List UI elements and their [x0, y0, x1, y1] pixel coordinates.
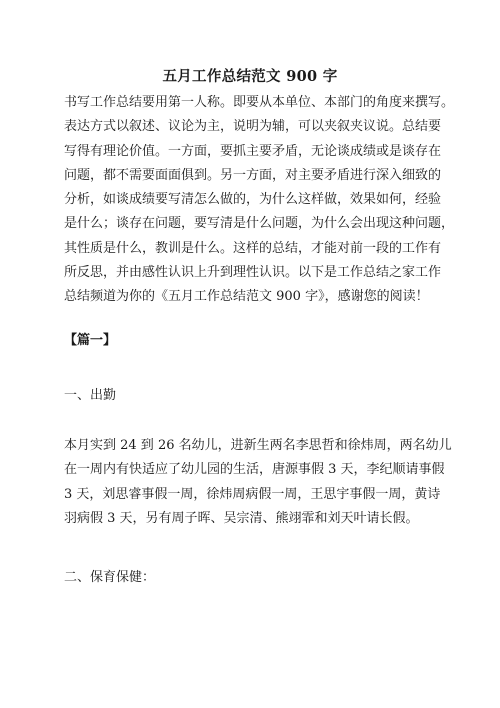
section-tag: 【篇一】 — [64, 333, 117, 348]
intro-line: 分析，如谈成绩要写清怎么做的，为什么这样做，效果如何，经验 — [64, 192, 442, 208]
section-heading-health-care: 二、保育保健： — [64, 570, 156, 585]
intro-line: 所反思，并由感性认识上升到理性认识。以下是工作总结之家工作 — [64, 265, 442, 281]
intro-line: 是什么；谈存在问题，要写清是什么问题，为什么会出现这种问题， — [64, 216, 455, 232]
section-heading-attendance: 一、出勤 — [64, 388, 117, 403]
intro-line: 书写工作总结要用第一人称。即要从本单位、本部门的角度来撰写。 — [64, 95, 455, 110]
intro-line: 表达方式以叙述、议论为主，说明为辅，可以夹叙夹议说。总结要 — [64, 119, 442, 135]
intro-line: 问题，都不需要面面俱到。另一方面，对主要矛盾进行深入细致的 — [64, 167, 442, 183]
attendance-line: 3 天，刘思睿事假一周，徐炜周病假一周，王思宇事假一周，黄诗 — [64, 486, 441, 502]
intro-paragraph — [64, 91, 455, 310]
attendance-line: 在一周内有快适应了幼儿园的生活，唐源事假 3 天，李纪顺请事假 — [64, 462, 445, 478]
intro-line: 写得有理论价值。一方面，要抓主要矛盾，无论谈成绩或是谈存在 — [64, 143, 442, 159]
attendance-line: 羽病假 3 天，另有周子晖、吴宗清、熊翊霏和刘天叶请长假。 — [64, 510, 419, 526]
attendance-line: 本月实到 24 到 26 名幼儿，进新生两名李思哲和徐炜周，两名幼儿 — [64, 438, 452, 453]
attendance-paragraph — [64, 434, 452, 531]
intro-line: 其性质是什么，教训是什么。这样的总结，才能对前一段的工作有 — [64, 240, 442, 256]
document-title: 五月工作总结范文 900 字 — [162, 68, 338, 85]
intro-line: 总结频道为你的《五月工作总结范文 900 字》，感谢您的阅读！ — [64, 289, 429, 305]
